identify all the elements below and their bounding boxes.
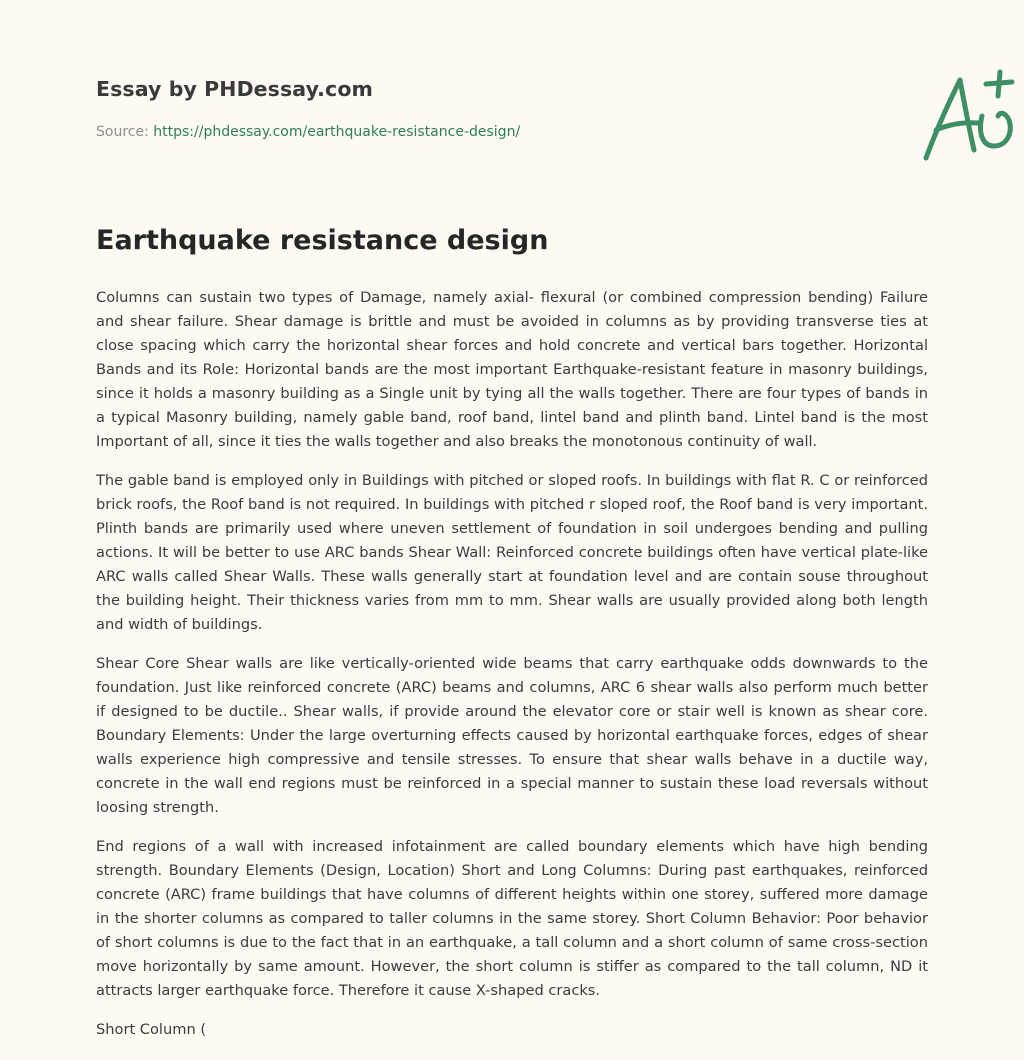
essay-paragraph: End regions of a wall with increased infotainment are called boundary elements which have high bending strength. Boundary Elements (Design, Location) Short and Long Columns: During past earthquakes, reinforced concrete (ARC) frame buildings that have columns of different heights within one storey, suffered more damage in the shorter columns as compared to taller columns in the same storey. Short Column Behavior: Poor behavior of short columns is due to the fact that in an earthquake, a tall column and a short column of same cross-section move horizontally by same amount. However, the short column is stiffer as compared to the tall column, ND it attracts larger earthquake force. Therefore it cause X-shaped cracks. [96, 838, 928, 999]
source-link[interactable]: https://phdessay.com/earthquake-resistance-design/ [153, 124, 521, 140]
source-label: Source: [96, 124, 154, 140]
site-brand: Essay by PHDessay.com [96, 77, 373, 101]
essay-paragraph: Columns can sustain two types of Damage, namely axial- flexural (or combined compression bending) Failure and shear failure. Shear damage is brittle and must be avoided in columns as by providing transverse ties at close spacing which carry the horizontal shear forces and hold concrete and vertical bars together. Horizontal Bands and its Role: Horizontal bands are the most important Earthquake-resistant feature in masonry buildings, since it holds a masonry building as a Single unit by tying all the walls together. There are four types of bands in a typical Masonry building, namely gable band, roof band, lintel band and plinth band. Lintel band is the most Important of all, since it ties the walls together and also breaks the monotonous continuity of wall. [96, 289, 928, 450]
a-plus-grade-icon [916, 66, 1024, 166]
source-line [96, 124, 520, 140]
essay-title: Earthquake resistance design [96, 225, 549, 256]
essay-paragraph: Short Column ( [96, 1021, 207, 1038]
essay-body [96, 286, 928, 1057]
essay-paragraph: The gable band is employed only in Buildings with pitched or sloped roofs. In buildings with flat R. C or reinforced brick roofs, the Roof band is not required. In buildings with pitched r sloped roof, the Roof band is very important. Plinth bands are primarily used where uneven settlement of foundation in soil undergoes bending and pulling actions. It will be better to use ARC bands Shear Wall: Reinforced concrete buildings often have vertical plate-like ARC walls called Shear Walls. These walls generally start at foundation level and are contain souse throughout the building height. Their thickness varies from mm to mm. Shear walls are usually provided along both length and width of buildings. [96, 472, 928, 633]
essay-paragraph: Shear Core Shear walls are like vertically-oriented wide beams that carry earthquake odds downwards to the foundation. Just like reinforced concrete (ARC) beams and columns, ARC 6 shear walls also perform much better if designed to be ductile.. Shear walls, if provide around the elevator core or stair well is known as shear core. Boundary Elements: Under the large overturning effects caused by horizontal earthquake forces, edges of shear walls experience high compressive and tensile stresses. To ensure that shear walls behave in a ductile way, concrete in the wall end regions must be reinforced in a special manner to sustain these load reversals without loosing strength. [96, 655, 928, 816]
